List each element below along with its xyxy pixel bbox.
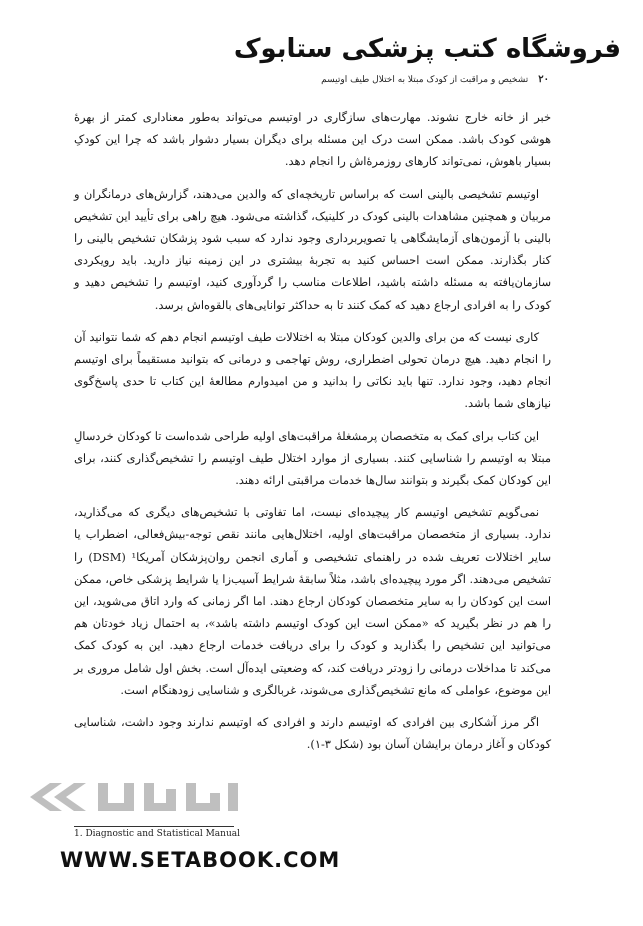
- paragraph-3: کاری نیست که من برای والدین کودکان مبتلا به اختلالات طیف اوتیسم انجام دهم که شما نتوانید آن را انجام دهید. هیچ درمان تحولی اضطراری، روش تهاجمی و درمانی که بتوانید مستقیماً برای اوتیسم انجام دهید، وجود ندارد. تنها باید نکاتی را بدانید و من امیدوارم مطالعهٔ این کتاب تا حدی پاسخ‌گوی نیازهای شما باشد.: [74, 329, 551, 411]
- running-header: [90, 74, 549, 85]
- paragraph-1: خبر از خانه خارج نشوند. مهارت‌های سازگاری در اوتیسم می‌تواند به‌طور معناداری کمتر از بهرهٔ هوشی کودک باشد. ممکن است درک این مسئله برای دیگران بسیار دشوار باشد که چرا این کودکِ بسیار باهوش، نمی‌تواند کارهای روزمرهٔ‌اش را انجام دهد.: [74, 110, 551, 169]
- page-number: ۲۰: [538, 74, 549, 85]
- body-text: [74, 106, 551, 765]
- paragraph-2: اوتیسم تشخیصی بالینی است که براساس تاریخچه‌ای که والدین می‌دهند، گزارش‌های درمانگران و مربیان و همچنین مشاهدات بالینی کودک در کلینیک، گذاشته می‌شود. هیچ راهی برای تأیید این تشخیص بالینی با آزمون‌های آزمایشگاهی یا تصویربرداری وجود ندارد که سبب شود پزشکان تشخیص بالینی را کنار بگذارند. ممکن است احساس کنید به تجربهٔ بیشتری در این زمینه نیاز دارید. باید رویکردی سازمان‌یافته به مسئله داشته باشید، اطلاعات مناسب را گردآوری کنید، اوتیسم را تشخیص دهید و کودک را به افرادی ارجاع دهید که کمک کنند تا به حداکثر توانایی‌های بالقوه‌اش برسد.: [74, 186, 551, 312]
- paragraph-4: این کتاب برای کمک به متخصصان پرمشغلهٔ مراقبت‌های اولیه طراحی شده‌است تا کودکان خردسالِ مبتلا به اوتیسم را شناسایی کنند. بسیاری از موارد اختلال طیف اوتیسم را تشخیص‌گذاری کنند، برای این کودکان کمک بگیرند و بتوانند سال‌ها خدمات مراقبتی ارائه دهند.: [74, 428, 551, 488]
- footnote-rule: [74, 826, 234, 827]
- store-title: فروشگاه کتب پزشکی ستابوک: [233, 34, 621, 64]
- running-title: تشخیص و مراقبت از کودک مبتلا به اختلال طیف اوتیسم: [321, 74, 529, 85]
- website-url[interactable]: WWW.SETABOOK.COM: [60, 848, 341, 872]
- paragraph-6: اگر مرز آشکاری بین افرادی که اوتیسم دارند و افرادی که اوتیسم ندارند وجود داشت، شناسایی کودکان و آغاز درمان برایشان آسان بود (شکل ۳-۱).: [74, 715, 551, 752]
- paragraph-5: نمی‌گویم تشخیص اوتیسم کار پیچیده‌ای نیست، اما تفاوتی با تشخیص‌های دیگری که می‌گذارید، ندارد. بسیاری از متخصصان مراقبت‌های اولیه، اختلال‌هایی مانند نقص توجه-بیش‌فعالی، اضطراب یا سایر اختلالات تعریف شده در راهنمای تشخیصی و آماری انجمن روان‌پزشکان آمریکا¹ (DSM) را تشخیص می‌دهند. اگر مورد پیچیده‌ای باشد، مثلاً سابقهٔ شرایط آسیب‌زا یا شرایط پزشکی خاص، ممکن است این کودکان را به سایر متخصصان کودکان ارجاع دهند. اما اگر زمانی که وارد اتاق می‌شوید، این را هم در نظر بگیرید که «ممکن است این کودک اوتیسم داشته باشد»، به احتمال زیاد خودتان هم می‌توانید این تشخیص را بگذارید و کودک را برای دریافت خدمات ارجاع دهید. این به کودک کمک می‌کند تا مداخلات درمانی را زودتر دریافت کند، که وضعیتی ایده‌آل است. بخش اول شامل مروری بر این موضوع، عواملی که مانع تشخیص‌گذاری می‌شوند، غربالگری و شناسایی زودهنگام است.: [74, 505, 551, 697]
- footnote: 1. Diagnostic and Statistical Manual: [74, 829, 241, 839]
